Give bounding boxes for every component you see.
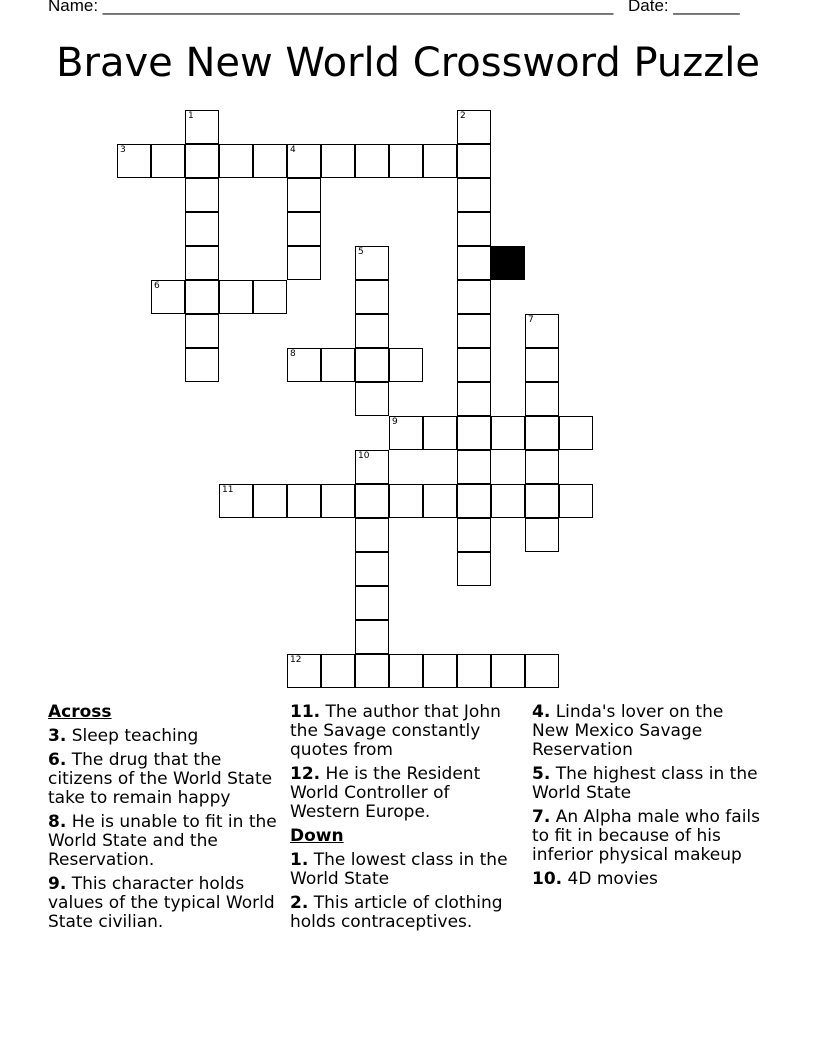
cell-number: 2 bbox=[460, 111, 466, 121]
grid-cell[interactable] bbox=[321, 654, 355, 688]
grid-cell[interactable] bbox=[151, 280, 185, 314]
grid-cell[interactable] bbox=[219, 484, 253, 518]
grid-cell[interactable] bbox=[287, 348, 321, 382]
cell-number: 9 bbox=[392, 417, 398, 427]
clue-down-7 bbox=[532, 808, 762, 865]
grid-cell[interactable] bbox=[457, 348, 491, 382]
grid-cell[interactable] bbox=[525, 314, 559, 348]
grid-cell[interactable] bbox=[355, 314, 389, 348]
grid-cell[interactable] bbox=[355, 654, 389, 688]
name-field[interactable]: Name: ______________________________________________________ bbox=[48, 0, 614, 15]
grid-cell[interactable] bbox=[457, 484, 491, 518]
grid-cell[interactable] bbox=[117, 144, 151, 178]
grid-cell[interactable] bbox=[525, 382, 559, 416]
clues-column-2 bbox=[290, 703, 522, 937]
clue-text: The author that John the Savage constantly quotes from bbox=[290, 702, 501, 760]
clues-column-1 bbox=[48, 703, 278, 937]
clue-text: The highest class in the World State bbox=[532, 764, 758, 803]
grid-cell[interactable] bbox=[457, 110, 491, 144]
grid-cell[interactable] bbox=[423, 484, 457, 518]
grid-cell[interactable] bbox=[355, 382, 389, 416]
grid-cell[interactable] bbox=[457, 552, 491, 586]
clue-text: Linda's lover on the New Mexico Savage Reservation bbox=[532, 702, 724, 760]
grid-cell[interactable] bbox=[491, 484, 525, 518]
grid-cell[interactable] bbox=[525, 450, 559, 484]
grid-cell[interactable] bbox=[525, 348, 559, 382]
clue-number: 7. bbox=[532, 807, 551, 827]
clue-text: An Alpha male who fails to fit in because of his inferior physical makeup bbox=[532, 807, 761, 865]
clue-down-10 bbox=[532, 870, 762, 889]
clue-across-9 bbox=[48, 875, 278, 932]
grid-cell[interactable] bbox=[219, 280, 253, 314]
grid-cell[interactable] bbox=[559, 416, 593, 450]
clue-number: 6. bbox=[48, 750, 67, 770]
clue-number: 12. bbox=[290, 764, 321, 784]
page-title: Brave New World Crossword Puzzle bbox=[56, 40, 760, 86]
cell-number: 8 bbox=[290, 349, 296, 359]
grid-cell[interactable] bbox=[457, 382, 491, 416]
grid-cell[interactable] bbox=[525, 484, 559, 518]
cell-number: 11 bbox=[222, 485, 234, 495]
grid-cell[interactable] bbox=[355, 348, 389, 382]
grid-cell[interactable] bbox=[355, 280, 389, 314]
grid-cell[interactable] bbox=[321, 348, 355, 382]
clue-text: This article of clothing holds contraceptives. bbox=[290, 893, 503, 932]
grid-cell[interactable] bbox=[457, 654, 491, 688]
grid-cell[interactable] bbox=[253, 144, 287, 178]
clue-number: 5. bbox=[532, 764, 551, 784]
clue-number: 3. bbox=[48, 726, 67, 746]
grid-cell[interactable] bbox=[287, 484, 321, 518]
grid-cell[interactable] bbox=[287, 144, 321, 178]
clue-text: The lowest class in the World State bbox=[290, 850, 508, 889]
blocked-cell bbox=[491, 246, 525, 280]
grid-cell[interactable] bbox=[355, 518, 389, 552]
clue-text: This character holds values of the typical World State civilian. bbox=[48, 874, 275, 932]
cell-number: 4 bbox=[290, 145, 296, 155]
grid-cell[interactable] bbox=[525, 654, 559, 688]
grid-cell[interactable] bbox=[423, 144, 457, 178]
cell-number: 3 bbox=[120, 145, 126, 155]
grid-cell[interactable] bbox=[355, 450, 389, 484]
grid-cell[interactable] bbox=[321, 144, 355, 178]
grid-cell[interactable] bbox=[287, 212, 321, 246]
grid-cell[interactable] bbox=[525, 416, 559, 450]
clue-down-4 bbox=[532, 703, 762, 760]
grid-cell[interactable] bbox=[457, 416, 491, 450]
grid-cell[interactable] bbox=[355, 246, 389, 280]
clue-number: 8. bbox=[48, 812, 67, 832]
grid-cell[interactable] bbox=[423, 654, 457, 688]
grid-cell[interactable] bbox=[423, 416, 457, 450]
grid-cell[interactable] bbox=[389, 144, 423, 178]
cell-number: 10 bbox=[358, 451, 370, 461]
grid-cell[interactable] bbox=[355, 586, 389, 620]
grid-cell[interactable] bbox=[355, 552, 389, 586]
clue-across-11 bbox=[290, 703, 522, 760]
grid-cell[interactable] bbox=[355, 620, 389, 654]
clue-text: The drug that the citizens of the World State take to remain happy bbox=[48, 750, 273, 808]
grid-cell[interactable] bbox=[389, 484, 423, 518]
grid-cell[interactable] bbox=[321, 484, 355, 518]
grid-cell[interactable] bbox=[185, 314, 219, 348]
grid-cell[interactable] bbox=[389, 416, 423, 450]
clue-down-5 bbox=[532, 765, 762, 803]
clue-across-3 bbox=[48, 727, 278, 746]
grid-cell[interactable] bbox=[355, 484, 389, 518]
grid-cell[interactable] bbox=[287, 246, 321, 280]
grid-cell[interactable] bbox=[185, 212, 219, 246]
grid-cell[interactable] bbox=[151, 144, 185, 178]
date-field[interactable]: Date: _______ bbox=[628, 0, 740, 15]
grid-cell[interactable] bbox=[457, 518, 491, 552]
grid-cell[interactable] bbox=[457, 178, 491, 212]
grid-cell[interactable] bbox=[457, 280, 491, 314]
clue-text: Sleep teaching bbox=[71, 726, 199, 746]
grid-cell[interactable] bbox=[559, 484, 593, 518]
grid-cell[interactable] bbox=[185, 280, 219, 314]
grid-cell[interactable] bbox=[355, 144, 389, 178]
clues-column-3 bbox=[532, 703, 762, 894]
grid-cell[interactable] bbox=[287, 178, 321, 212]
grid-cell[interactable] bbox=[491, 416, 525, 450]
grid-cell[interactable] bbox=[185, 178, 219, 212]
grid-cell[interactable] bbox=[389, 348, 423, 382]
clue-across-6 bbox=[48, 751, 278, 808]
clue-text: He is the Resident World Controller of Western Europe. bbox=[290, 764, 481, 822]
clue-down-1 bbox=[290, 851, 522, 889]
cell-number: 5 bbox=[358, 247, 364, 257]
clue-text: 4D movies bbox=[567, 869, 658, 889]
clue-text: He is unable to fit in the World State and the Reservation. bbox=[48, 812, 277, 870]
clue-number: 2. bbox=[290, 893, 309, 913]
clue-number: 4. bbox=[532, 702, 551, 722]
clue-across-12 bbox=[290, 765, 522, 822]
grid-cell[interactable] bbox=[457, 144, 491, 178]
grid-cell[interactable] bbox=[525, 518, 559, 552]
grid-cell[interactable] bbox=[287, 654, 321, 688]
grid-cell[interactable] bbox=[491, 654, 525, 688]
grid-cell[interactable] bbox=[185, 110, 219, 144]
cell-number: 1 bbox=[188, 111, 194, 121]
cell-number: 7 bbox=[528, 315, 534, 325]
grid-cell[interactable] bbox=[185, 246, 219, 280]
grid-cell[interactable] bbox=[457, 450, 491, 484]
clue-number: 10. bbox=[532, 869, 563, 889]
grid-cell[interactable] bbox=[457, 246, 491, 280]
grid-cell[interactable] bbox=[219, 144, 253, 178]
clue-down-2 bbox=[290, 894, 522, 932]
grid-cell[interactable] bbox=[457, 212, 491, 246]
grid-cell[interactable] bbox=[253, 280, 287, 314]
clue-across-8 bbox=[48, 813, 278, 870]
grid-cell[interactable] bbox=[253, 484, 287, 518]
grid-cell[interactable] bbox=[185, 144, 219, 178]
grid-cell[interactable] bbox=[457, 314, 491, 348]
cell-number: 6 bbox=[154, 281, 160, 291]
clue-number: 11. bbox=[290, 702, 321, 722]
cell-number: 12 bbox=[290, 655, 302, 665]
grid-cell[interactable] bbox=[185, 348, 219, 382]
across-heading: Across bbox=[48, 702, 112, 722]
down-heading: Down bbox=[290, 826, 344, 846]
clue-number: 9. bbox=[48, 874, 67, 894]
grid-cell[interactable] bbox=[389, 654, 423, 688]
clue-number: 1. bbox=[290, 850, 309, 870]
